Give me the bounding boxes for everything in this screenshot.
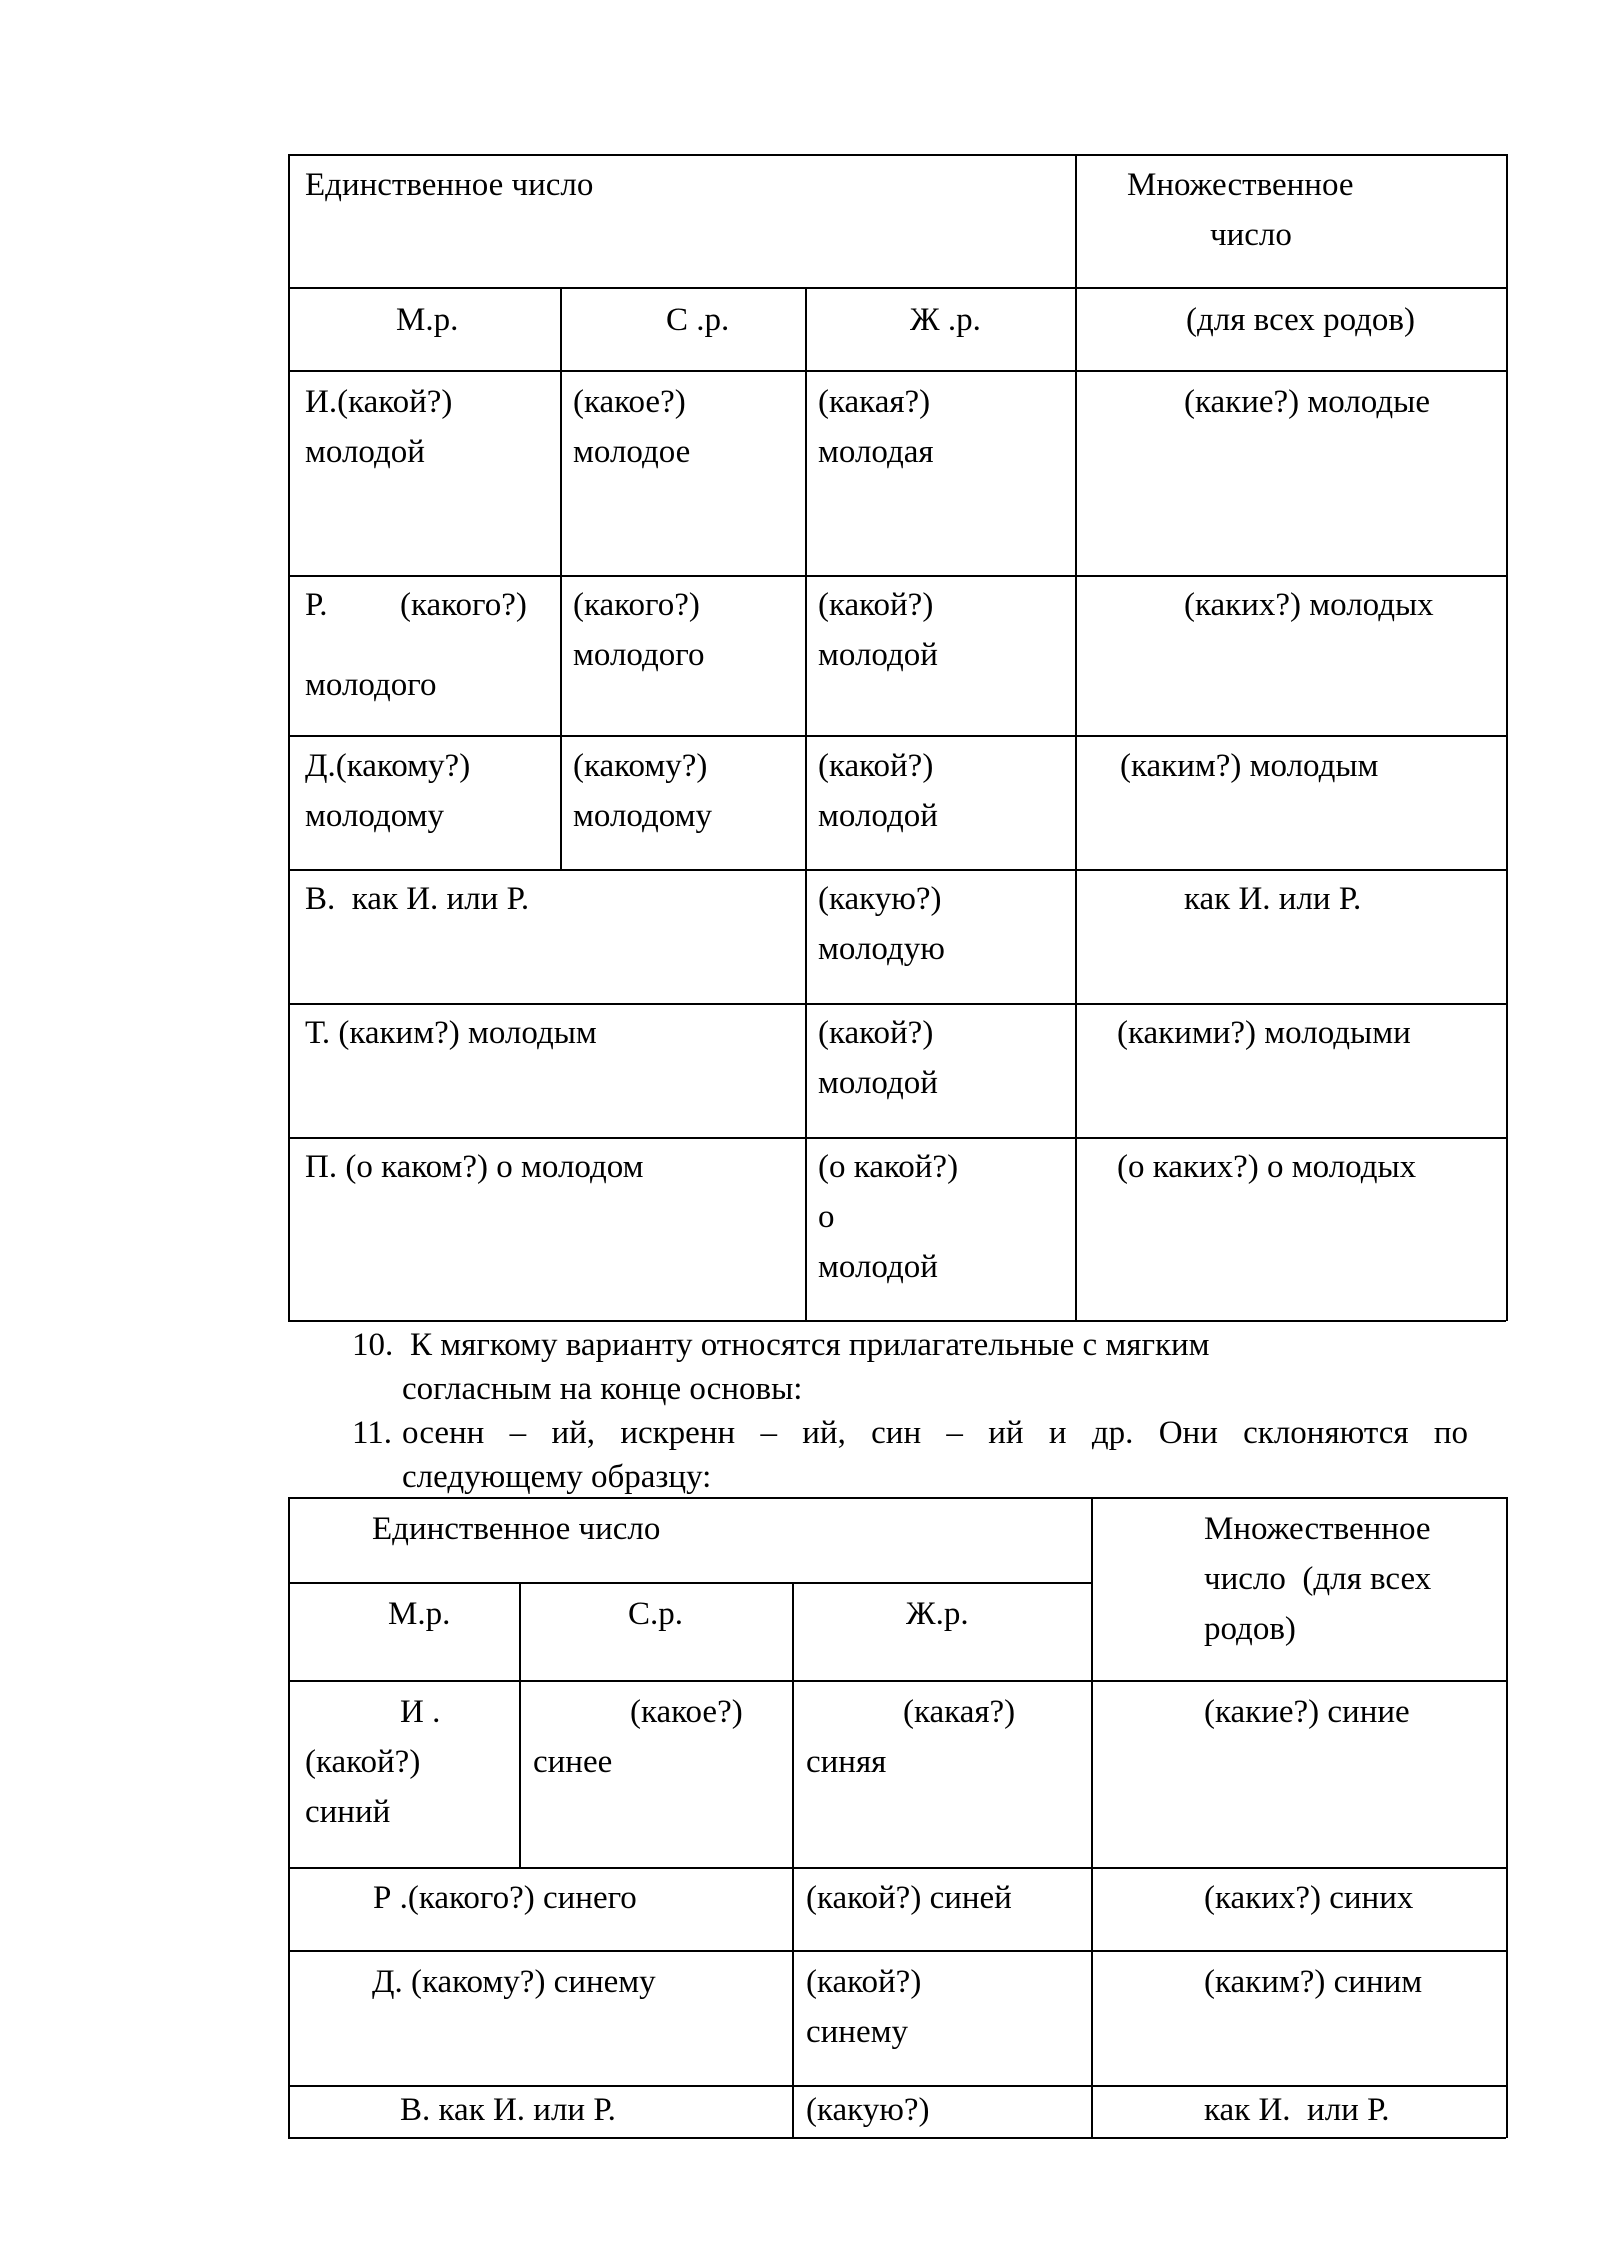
cell-text: синему xyxy=(806,2014,908,2050)
cell-text: В. как И. или Р. xyxy=(400,2092,616,2128)
list-item-text: осенн – ий, искренн – ий, син – ий и др. Они склоняются по xyxy=(402,1415,1468,1451)
cell-text: (какой?) xyxy=(818,587,934,623)
cell-text: молодого xyxy=(573,637,705,673)
list-item-text: К мягкому варианту относятся прилагательные с мягким xyxy=(410,1327,1210,1363)
cell-text: (какое?) xyxy=(630,1694,743,1730)
cell-text: (какой?) xyxy=(806,1964,922,2000)
cell-text: П. (о каком?) о молодом xyxy=(305,1149,644,1185)
cell-text: синяя xyxy=(806,1744,887,1780)
col-masculine: М.р. xyxy=(388,1596,451,1632)
list-item-text: следующему образцу: xyxy=(402,1459,712,1495)
cell-text: И . xyxy=(400,1694,441,1730)
cell-text: (о каких?) о молодых xyxy=(1117,1149,1417,1185)
header-plural-line1: Множественное xyxy=(1204,1511,1431,1547)
cell-text: (какая?) xyxy=(818,384,931,420)
cell-text: молодого xyxy=(305,667,437,703)
header-plural-line3: родов) xyxy=(1204,1611,1296,1647)
cell-text: Р. xyxy=(305,587,328,623)
header-plural-line2: число xyxy=(1210,217,1292,253)
cell-text: (какие?) синие xyxy=(1204,1694,1410,1730)
cell-text: (какого?) xyxy=(573,587,700,623)
cell-text: Д.(какому?) xyxy=(305,748,471,784)
cell-text: о xyxy=(818,1199,835,1235)
col-masculine: М.р. xyxy=(396,302,459,338)
cell-text: (какой?) xyxy=(818,1015,934,1051)
cell-text: И.(какой?) xyxy=(305,384,453,420)
cell-text: молодую xyxy=(818,931,945,967)
cell-text: (какое?) xyxy=(573,384,686,420)
cell-text: как И. или Р. xyxy=(1204,2092,1390,2128)
cell-text: (какому?) xyxy=(573,748,708,784)
list-number: 10. xyxy=(352,1327,394,1363)
col-neuter: С .р. xyxy=(666,302,730,338)
cell-text: молодая xyxy=(818,434,934,470)
header-plural-line1: Множественное xyxy=(1127,167,1354,203)
cell-text: как И. или Р. xyxy=(1184,881,1362,917)
col-neuter: С.р. xyxy=(628,1596,684,1632)
list-number: 11. xyxy=(352,1415,393,1451)
header-plural-line2: число (для всех xyxy=(1204,1561,1432,1597)
cell-text: (какого?) xyxy=(400,587,527,623)
cell-text: (какую?) xyxy=(818,881,942,917)
cell-text: (какая?) xyxy=(903,1694,1016,1730)
cell-text: (какую?) xyxy=(806,2092,930,2128)
cell-text: молодой xyxy=(305,434,425,470)
header-singular: Единственное число xyxy=(305,167,594,203)
cell-text: синее xyxy=(533,1744,613,1780)
cell-text: молодой xyxy=(818,637,938,673)
cell-text: Д. (какому?) синему xyxy=(372,1964,656,2000)
cell-text: (какой?) xyxy=(818,748,934,784)
cell-text: (какими?) молодыми xyxy=(1117,1015,1411,1051)
cell-text: (каких?) синих xyxy=(1204,1880,1414,1916)
cell-text: Р .(какого?) синего xyxy=(373,1880,637,1916)
cell-text: (каким?) синим xyxy=(1204,1964,1423,2000)
cell-text: (какой?) синей xyxy=(806,1880,1012,1916)
col-all-genders: (для всех родов) xyxy=(1186,302,1415,338)
cell-text: молодой xyxy=(818,1249,938,1285)
cell-text: молодому xyxy=(305,798,445,834)
cell-text: молодому xyxy=(573,798,713,834)
cell-text: молодой xyxy=(818,798,938,834)
col-feminine: Ж.р. xyxy=(906,1596,969,1632)
cell-text: синий xyxy=(305,1794,391,1830)
cell-text: (каких?) молодых xyxy=(1184,587,1434,623)
cell-text: молодой xyxy=(818,1065,938,1101)
header-singular: Единственное число xyxy=(372,1511,661,1547)
list-item-text: согласным на конце основы: xyxy=(402,1371,803,1407)
col-feminine: Ж .р. xyxy=(910,302,981,338)
cell-text: В. как И. или Р. xyxy=(305,881,530,917)
cell-text: (какие?) молодые xyxy=(1184,384,1430,420)
cell-text: Т. (каким?) молодым xyxy=(305,1015,597,1051)
cell-text: (какой?) xyxy=(305,1744,421,1780)
cell-text: (каким?) молодым xyxy=(1120,748,1379,784)
cell-text: молодое xyxy=(573,434,691,470)
cell-text: (о какой?) xyxy=(818,1149,959,1185)
